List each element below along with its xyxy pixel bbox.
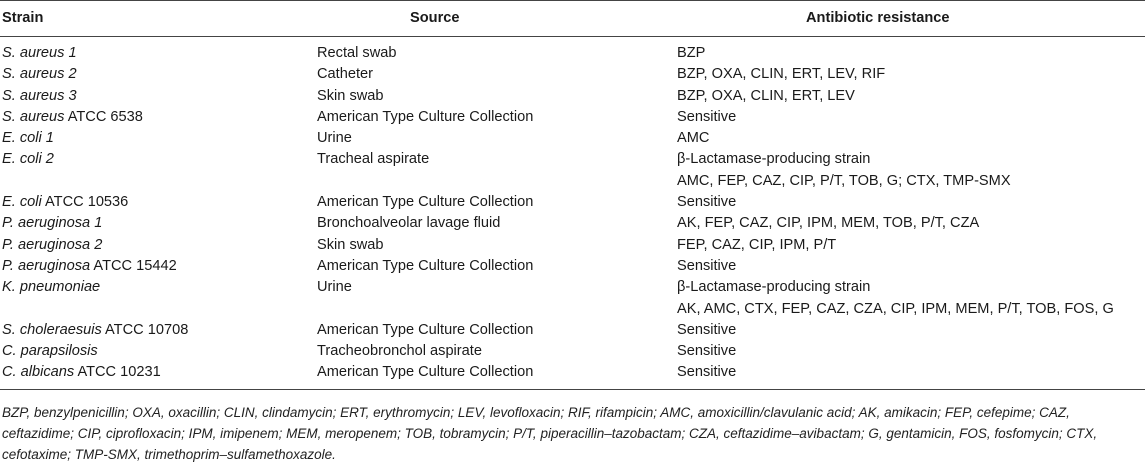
strain-designation: ATCC 10536 (41, 194, 129, 211)
header-rule (0, 36, 1145, 37)
cell-strain (2, 362, 161, 383)
cell-resistance: Sensitive (677, 364, 737, 381)
strain-species: S. aureus 3 (2, 87, 77, 104)
table-row (0, 235, 1145, 256)
cell-source: American Type Culture Collection (317, 257, 534, 274)
strain-designation: ATCC 6538 (64, 108, 143, 125)
cell-resistance: AK, FEP, CAZ, CIP, IPM, MEM, TOB, P/T, CZA (677, 215, 980, 232)
cell-resistance: Sensitive (677, 108, 737, 125)
cell-strain (2, 192, 128, 213)
header-source: Source (410, 10, 460, 26)
cell-resistance: AMC (677, 130, 710, 147)
strain-designation: ATCC 10708 (101, 321, 189, 338)
strain-species: E. coli 2 (2, 151, 54, 168)
cell-source: Urine (317, 130, 352, 147)
table-row (0, 213, 1145, 234)
table-row (0, 277, 1145, 298)
strain-species: S. choleraesuis (2, 321, 102, 338)
table-row (0, 362, 1145, 383)
cell-resistance: Sensitive (677, 343, 737, 360)
cell-strain (2, 213, 102, 234)
cell-resistance: β-Lactamase-producing strain (677, 151, 871, 168)
cell-source: American Type Culture Collection (317, 364, 534, 381)
header-resistance: Antibiotic resistance (806, 10, 950, 26)
cell-source: Catheter (317, 66, 373, 83)
table-row (0, 341, 1145, 362)
table-row (0, 64, 1145, 85)
strain-designation: ATCC 15442 (90, 257, 177, 274)
cell-source: Tracheobronchol aspirate (317, 343, 482, 360)
cell-source: American Type Culture Collection (317, 108, 534, 125)
table-row (0, 171, 1145, 192)
cell-strain (2, 86, 77, 107)
strain-species: S. aureus (2, 108, 65, 125)
cell-resistance: FEP, CAZ, CIP, IPM, P/T (677, 236, 837, 253)
cell-resistance: Sensitive (677, 321, 737, 338)
cell-resistance: BZP, OXA, CLIN, ERT, LEV (677, 87, 855, 104)
table-row (0, 43, 1145, 64)
cell-strain (2, 149, 54, 170)
cell-strain (2, 107, 143, 128)
cell-source: Skin swab (317, 87, 384, 104)
cell-resistance: Sensitive (677, 257, 737, 274)
cell-source: American Type Culture Collection (317, 321, 534, 338)
table-header-row (0, 0, 1145, 36)
table-row (0, 299, 1145, 320)
cell-resistance: AMC, FEP, CAZ, CIP, P/T, TOB, G; CTX, TMP-SMX (677, 172, 1011, 189)
strain-species: C. parapsilosis (2, 343, 98, 360)
cell-strain (2, 320, 188, 341)
table-row (0, 86, 1145, 107)
table-row (0, 192, 1145, 213)
header-strain: Strain (2, 10, 44, 26)
cell-strain (2, 128, 54, 149)
cell-source: Bronchoalveolar lavage fluid (317, 215, 501, 232)
table-row (0, 320, 1145, 341)
table-row (0, 107, 1145, 128)
cell-source: Tracheal aspirate (317, 151, 430, 168)
cell-strain (2, 64, 77, 85)
strain-species: C. albicans (2, 364, 75, 381)
cell-source: Rectal swab (317, 45, 397, 61)
strain-species: P. aeruginosa (2, 257, 91, 274)
table-row (0, 256, 1145, 277)
strain-species: E. coli (2, 194, 42, 211)
bottom-rule (0, 389, 1145, 390)
cell-resistance: Sensitive (677, 194, 737, 211)
cell-source: Skin swab (317, 236, 384, 253)
strain-species: P. aeruginosa 2 (2, 236, 103, 253)
cell-strain (2, 277, 100, 298)
cell-resistance: BZP, OXA, CLIN, ERT, LEV, RIF (677, 66, 886, 83)
cell-strain (2, 341, 98, 362)
table-footnote: BZP, benzylpenicillin; OXA, oxacillin; CLIN, clindamycin; ERT, erythromycin; LEV, levofloxacin; RIF, rifampicin; AMC, amoxicillin/clavulanic acid; AK, amikacin; FEP, cefepime; CAZ, ceftazidime; CIP, ciprofloxacin; IPM, imipenem; MEM, meropenem; TOB, tobramycin; P/T, piperacillin–tazobactam; CZA, ceftazidime–avibactam; G, gentamicin, FOS, fosfomycin; CTX, cefotaxime; TMP-SMX, trimethoprim–sulfamethoxazole. (2, 405, 1098, 462)
table-body (0, 43, 1145, 384)
cell-resistance: β-Lactamase-producing strain (677, 279, 871, 296)
table-row (0, 149, 1145, 170)
cell-source: American Type Culture Collection (317, 194, 534, 211)
strain-species: S. aureus 2 (2, 66, 77, 83)
cell-strain (2, 43, 77, 64)
cell-strain (2, 256, 177, 277)
strain-species: S. aureus 1 (2, 45, 77, 61)
strain-species: P. aeruginosa 1 (2, 215, 103, 232)
strain-species: K. pneumoniae (2, 279, 101, 296)
table-row (0, 128, 1145, 149)
cell-source: Urine (317, 279, 352, 296)
cell-resistance: BZP (677, 45, 706, 61)
cell-resistance: AK, AMC, CTX, FEP, CAZ, CZA, CIP, IPM, MEM, P/T, TOB, FOS, G (677, 300, 1114, 317)
cell-strain (2, 235, 102, 256)
strain-designation: ATCC 10231 (74, 364, 161, 381)
strain-species: E. coli 1 (2, 130, 54, 147)
